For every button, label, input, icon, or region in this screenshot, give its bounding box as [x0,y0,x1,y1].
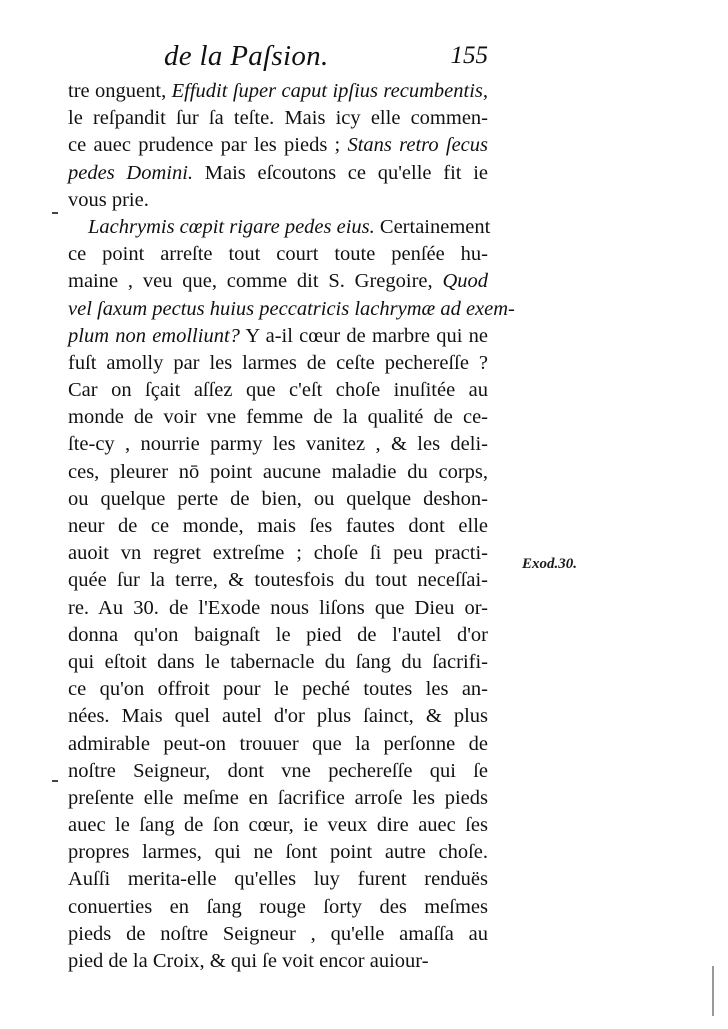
text-line: conuerties en ſang rouge ſorty des meſmes [68,895,488,918]
margin-note: Exod.30. [522,556,578,572]
text-line: donna qu'on baignaſt le pied de l'autel d'or [68,623,488,646]
text-line: ce point arreſte tout court toute penſée hu- [68,243,488,266]
text-line: pieds de noſtre Seigneur , qu'elle amaſſa au [68,922,488,945]
text-line: Lachrymis cœpit rigare pedes eius. Certainement [88,215,491,238]
running-head [68,40,488,76]
text-line: maine , veu que, comme dit S. Gregoire, Quod [68,270,488,293]
text-line: le reſpandit ſur ſa teſte. Mais icy elle commen- [68,107,488,130]
margin-tick-mark [52,780,58,782]
text-line: neur de ce monde, mais ſes fautes dont elle [68,515,488,537]
text-line: Auſſi merita-elle qu'elles luy furent renduës [68,868,488,891]
text-line: Car on ſçait aſſez que c'eſt choſe inuſitée au [68,379,488,402]
text-line: propres larmes, qui ne ſont point autre choſe. [68,841,488,864]
text-line: ces, pleurer nō point aucune maladie du corps, [68,460,488,483]
text-line: vel ſaxum pectus huius peccatricis lachrymæ ad exem- [68,297,515,320]
text-line: monde de voir vne femme de la qualité de ce- [68,406,488,429]
body-text [68,78,515,975]
text-line: ſte-cy , nourrie parmy les vanitez , & les deli- [68,433,488,456]
text-line: quée ſur la terre, & toutesfois du tout neceſſai- [68,569,488,592]
page-edge-line [712,966,714,1016]
text-line: qui eſtoit dans le tabernacle du ſang du ſacrifi- [68,650,488,673]
text-line: fuſt amolly par les larmes de ceſte pechereſſe ? [68,351,488,374]
text-line: vous prie. [68,188,149,211]
text-line: ce qu'on offroit pour le peché toutes les an- [68,678,488,701]
text-line: nées. Mais quel autel d'or plus ſainct, & plus [68,705,488,728]
text-line: auec le ſang de ſon cœur, ie veux dire auec ſes [68,814,488,837]
text-line: pied de la Croix, & qui ſe voit encor auiour- [68,950,429,972]
text-line: noſtre Seigneur, dont vne pechereſſe qui ſe [68,759,488,782]
text-line: ou quelque perte de bien, ou quelque deshon- [68,487,488,510]
text-line: tre onguent, Effudit ſuper caput ipſius recumbentis, [68,80,488,102]
margin-tick-mark [52,212,58,214]
text-line: ce auec prudence par les pieds ; Stans retro ſecus [68,134,488,157]
text-line: auoit vn regret extreſme ; choſe ſi peu practi- [68,542,488,565]
text-line: plum non emolliunt? Y a-il cœur de marbre qui ne [68,324,488,347]
text-line: re. Au 30. de l'Exode nous liſons que Dieu or- [68,596,488,619]
running-title: de la Paſsion. [164,40,329,72]
text-line: admirable peut-on trouuer que la perſonne de [68,732,488,755]
text-line: pedes Domini. Mais eſcoutons ce qu'elle fit ie [68,161,488,184]
page-number: 155 [450,42,488,69]
text-line: preſente elle meſme en ſacrifice arroſe les pieds [68,786,488,809]
